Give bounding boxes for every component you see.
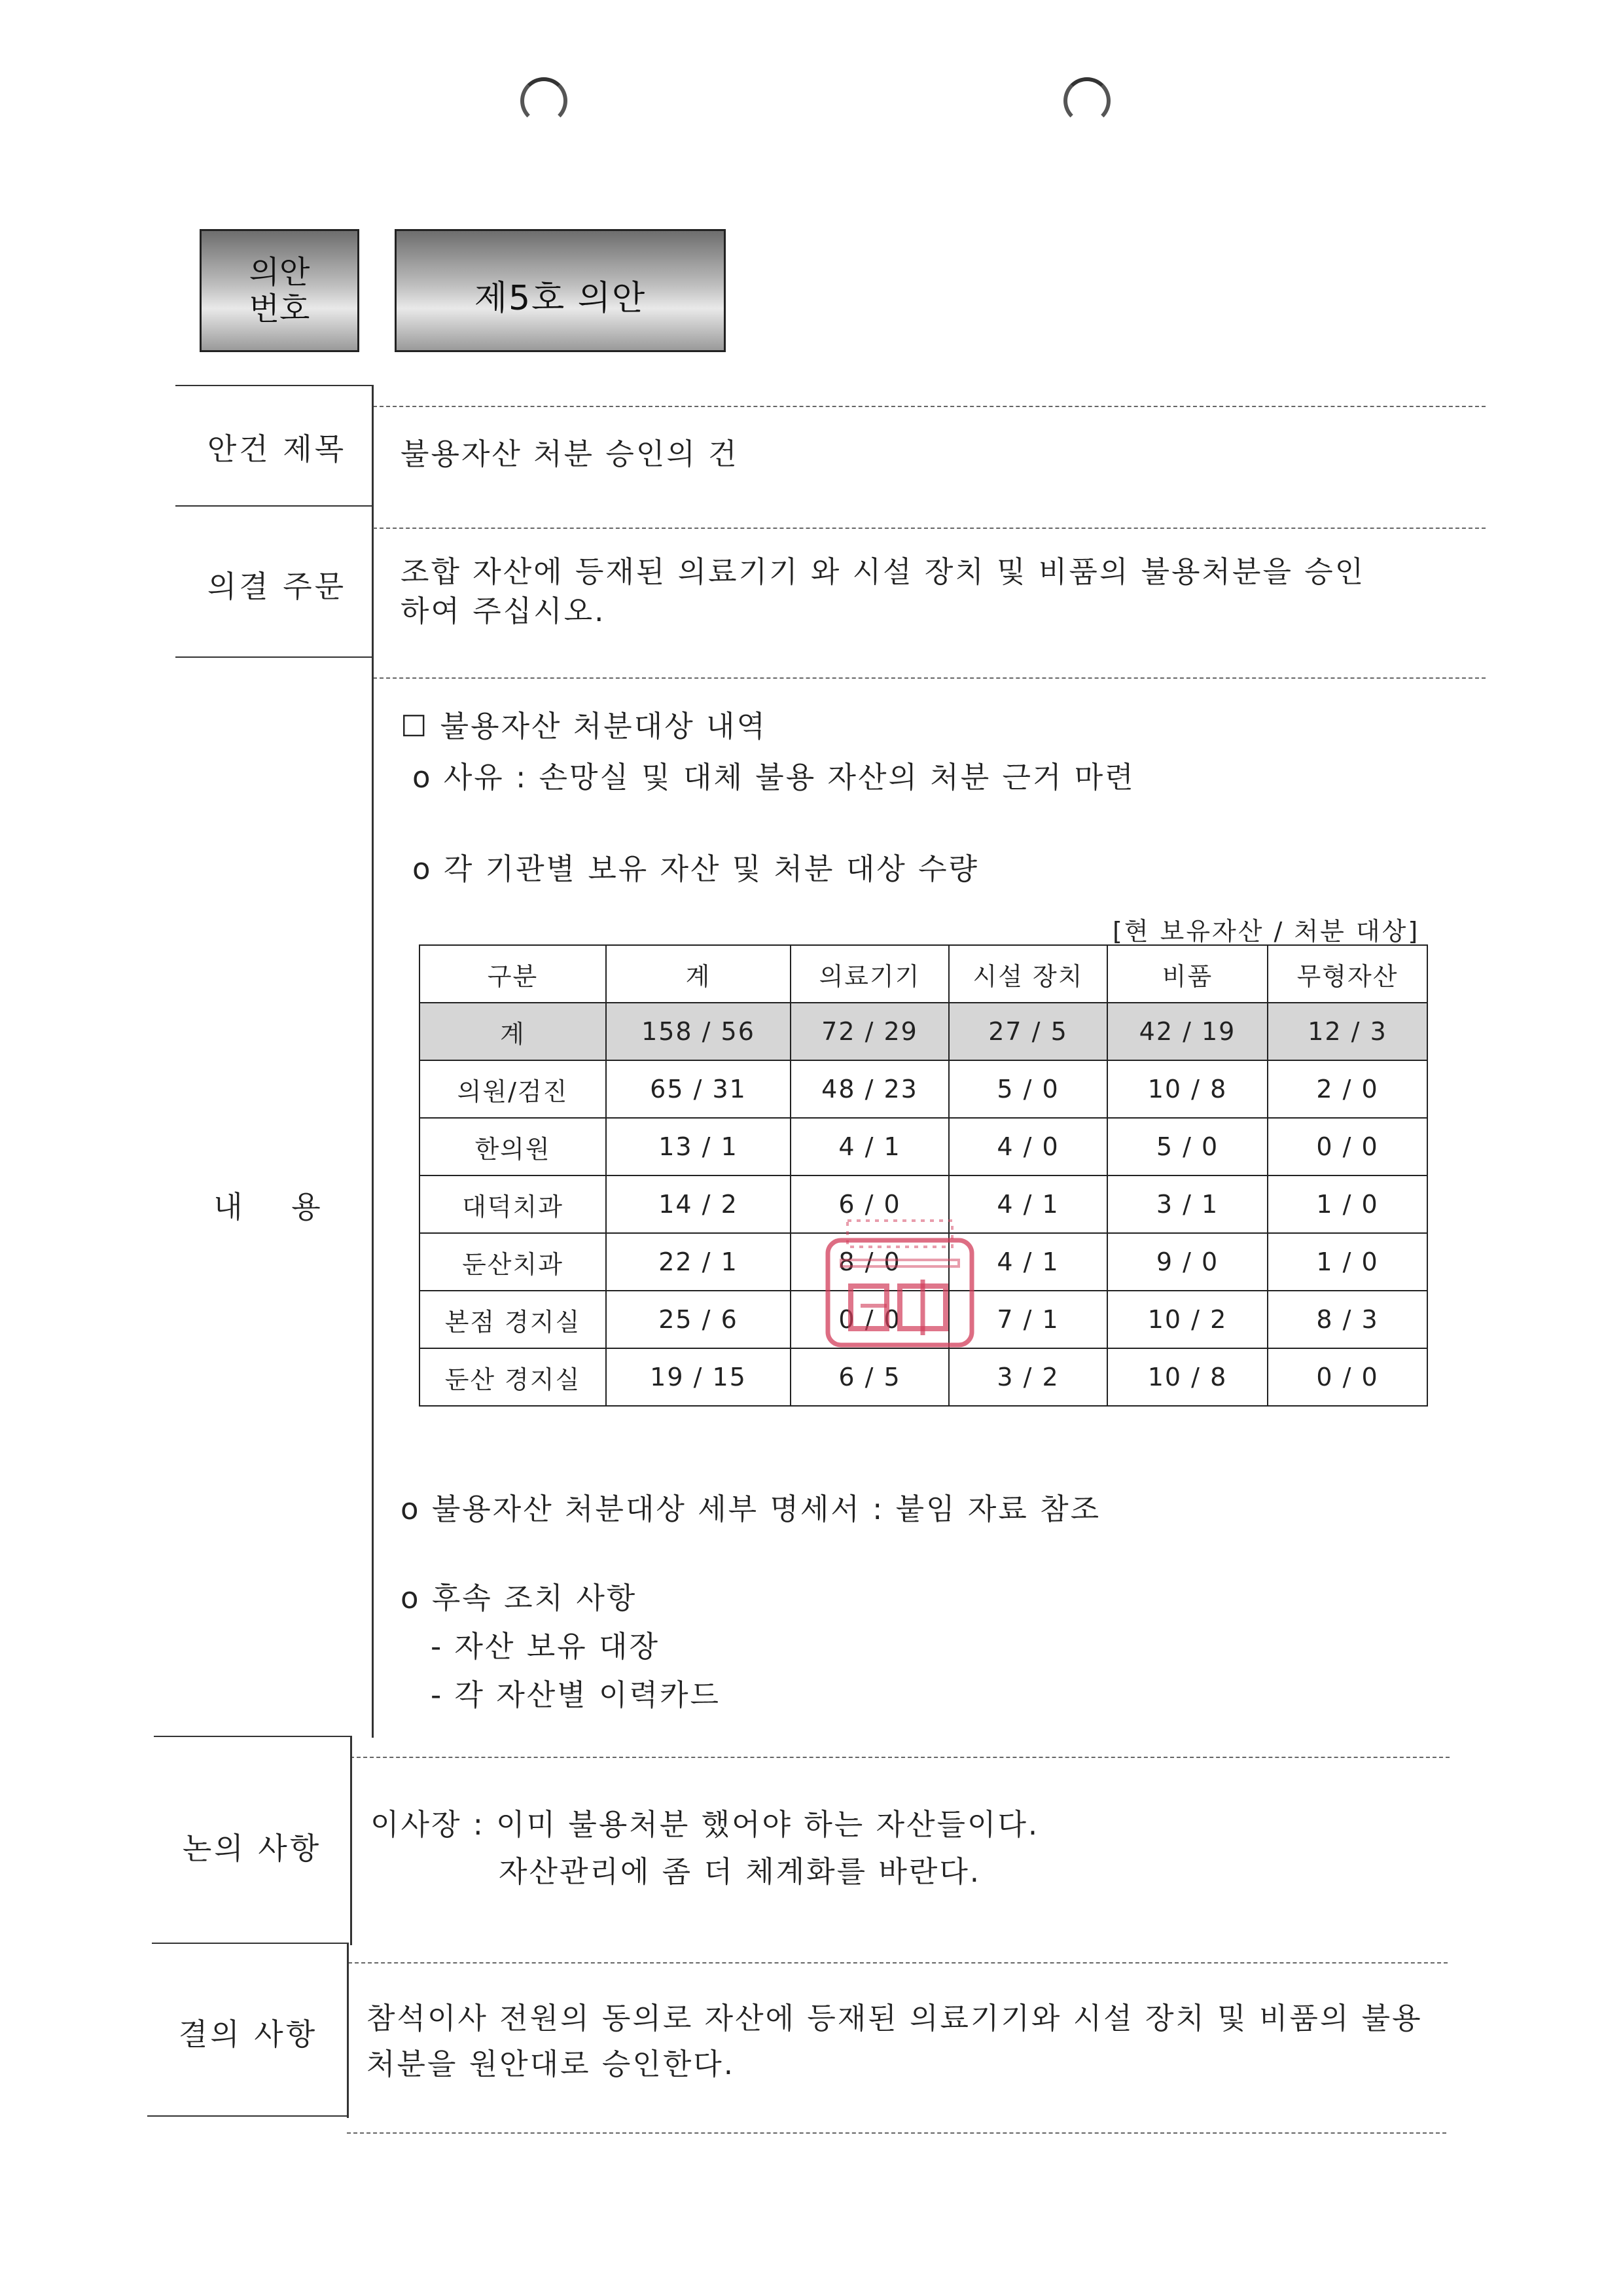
punch-hole-right — [1063, 77, 1111, 124]
agenda-number-box — [395, 229, 726, 352]
label-divider-content — [372, 677, 374, 1738]
followup-title: o 후속 조치 사항 — [401, 1581, 637, 1615]
table-total-row — [419, 1003, 1427, 1060]
reason-line: o 사유 : 손망실 및 대체 불용 자산의 처분 근거 마련 — [412, 760, 1135, 795]
table-cell: 0 / 0 — [1268, 1348, 1427, 1406]
table-cell: 9 / 0 — [1107, 1233, 1268, 1291]
table-cell: 72 / 29 — [791, 1003, 949, 1060]
rule-discussion-right — [348, 1962, 1448, 1964]
table-cell: 4 / 1 — [791, 1118, 949, 1175]
table-cell: 0 / 0 — [1268, 1118, 1427, 1175]
table-cell: 4 / 1 — [949, 1233, 1107, 1291]
rule-top-right — [373, 406, 1486, 407]
table-cell: 4 / 1 — [949, 1175, 1107, 1233]
rule-content-left — [154, 1736, 350, 1737]
rule-discussion-left — [152, 1943, 348, 1944]
rule-resolution-left — [175, 656, 372, 658]
table-header-cell: 비품 — [1107, 945, 1268, 1003]
rule-content-right — [350, 1757, 1450, 1758]
table-cell: 대덕치과 — [419, 1175, 606, 1233]
followup-item: - 각 자산별 이력카드 — [431, 1677, 721, 1712]
table-cell: 10 / 2 — [1107, 1291, 1268, 1348]
decision-line2: 처분을 원안대로 승인한다. — [366, 2047, 736, 2081]
section-title: ☐ 불용자산 처분대상 내역 — [401, 709, 767, 744]
agenda-number-label-box — [200, 229, 359, 352]
table-cell: 둔산 경지실 — [419, 1348, 606, 1406]
decision-label: 결의 사항 — [178, 2017, 318, 2052]
punch-hole-left — [520, 77, 567, 124]
table-row — [419, 1348, 1427, 1406]
table-cell: 65 / 31 — [606, 1060, 791, 1118]
table-header-cell: 구분 — [419, 945, 606, 1003]
content-label: 내 용 — [213, 1189, 340, 1225]
label-divider-decision — [347, 1943, 349, 2118]
table-header-cell: 시설 장치 — [949, 945, 1107, 1003]
agenda-label-line2: 번호 — [249, 291, 310, 327]
discussion-line1: 이사장 : 이미 불용처분 했어야 하는 자산들이다. — [370, 1807, 1040, 1842]
discussion-line2: 자산관리에 좀 더 체계화를 바란다. — [499, 1854, 982, 1889]
resolution-order-line2: 하여 주십시오. — [401, 594, 606, 628]
rule-resolution-right — [373, 677, 1486, 679]
table-cell: 본점 경지실 — [419, 1291, 606, 1348]
rule-top-left — [175, 385, 372, 386]
table-cell: 0 / 0 — [791, 1291, 949, 1348]
table-header-row — [419, 945, 1427, 1003]
agenda-label-line1: 의안 — [249, 254, 310, 291]
table-cell: 5 / 0 — [949, 1060, 1107, 1118]
unit-note: [현 보유자산 / 처분 대상] — [1113, 917, 1420, 946]
table-cell: 6 / 0 — [791, 1175, 949, 1233]
header-gap — [359, 229, 395, 352]
table-cell: 1 / 0 — [1268, 1233, 1427, 1291]
table-cell: 5 / 0 — [1107, 1118, 1268, 1175]
subject-text: 불용자산 처분 승인의 건 — [401, 437, 739, 471]
table-cell: 8 / 0 — [791, 1233, 949, 1291]
table-cell: 13 / 1 — [606, 1118, 791, 1175]
table-cell: 10 / 8 — [1107, 1060, 1268, 1118]
resolution-order-label: 의결 주문 — [207, 569, 347, 604]
table-cell: 12 / 3 — [1268, 1003, 1427, 1060]
table-cell: 27 / 5 — [949, 1003, 1107, 1060]
table-cell: 14 / 2 — [606, 1175, 791, 1233]
holdings-title: o 각 기관별 보유 자산 및 처분 대상 수량 — [412, 852, 980, 886]
seal-stamp-icon — [821, 1214, 978, 1352]
table-cell: 의원/검진 — [419, 1060, 606, 1118]
table-cell: 158 / 56 — [606, 1003, 791, 1060]
table-cell: 3 / 1 — [1107, 1175, 1268, 1233]
table-cell: 8 / 3 — [1268, 1291, 1427, 1348]
rule-subject-left — [175, 505, 372, 507]
table-cell: 22 / 1 — [606, 1233, 791, 1291]
table-cell: 42 / 19 — [1107, 1003, 1268, 1060]
table-cell: 둔산치과 — [419, 1233, 606, 1291]
rule-bottom-right — [347, 2132, 1446, 2134]
followup-item: - 자산 보유 대장 — [431, 1629, 660, 1664]
table-cell: 6 / 5 — [791, 1348, 949, 1406]
discussion-label: 논의 사항 — [182, 1831, 322, 1866]
table-cell: 7 / 1 — [949, 1291, 1107, 1348]
subject-label: 안건 제목 — [207, 431, 347, 467]
table-header-cell: 무형자산 — [1268, 945, 1427, 1003]
detail-note: o 불용자산 처분대상 세부 명세서 : 붙임 자료 참조 — [401, 1492, 1101, 1526]
rule-subject-right — [373, 528, 1486, 529]
resolution-order-line1: 조합 자산에 등재된 의료기기 와 시설 장치 및 비품의 불용처분을 승인 — [401, 554, 1366, 589]
table-row — [419, 1118, 1427, 1175]
table-header-cell: 계 — [606, 945, 791, 1003]
table-row — [419, 1060, 1427, 1118]
rule-bottom-left — [147, 2115, 347, 2117]
table-cell: 10 / 8 — [1107, 1348, 1268, 1406]
table-cell: 1 / 0 — [1268, 1175, 1427, 1233]
agenda-number: 제5호 의안 — [474, 279, 647, 318]
table-cell: 계 — [419, 1003, 606, 1060]
table-cell: 25 / 6 — [606, 1291, 791, 1348]
table-cell: 3 / 2 — [949, 1348, 1107, 1406]
table-cell: 19 / 15 — [606, 1348, 791, 1406]
table-cell: 2 / 0 — [1268, 1060, 1427, 1118]
label-divider-discussion — [350, 1736, 352, 1945]
table-header-cell: 의료기기 — [791, 945, 949, 1003]
decision-line1: 참석이사 전원의 동의로 자산에 등재된 의료기기와 시설 장치 및 비품의 불용 — [366, 2001, 1423, 2036]
table-cell: 48 / 23 — [791, 1060, 949, 1118]
table-cell: 한의원 — [419, 1118, 606, 1175]
table-cell: 4 / 0 — [949, 1118, 1107, 1175]
